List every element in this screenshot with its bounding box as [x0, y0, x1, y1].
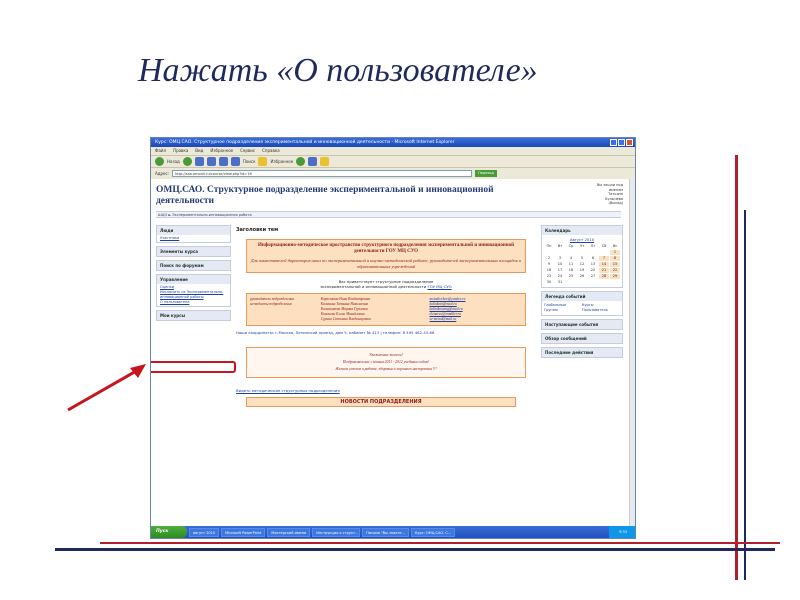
- calendar-day[interactable]: 31: [557, 280, 563, 284]
- go-button[interactable]: Переход: [475, 170, 497, 177]
- calendar-weekday: Ср: [568, 244, 574, 248]
- legend-block: [541, 291, 623, 316]
- address-bar: [151, 168, 635, 178]
- calendar-day[interactable]: 4: [569, 256, 573, 260]
- messages-block: [541, 333, 623, 344]
- window-title: Курс: ОМЦ.САО. Структурное подразделение экспериментальной и инновационной деятельности - Microsoft Internet Explorer: [155, 140, 455, 145]
- address-info: Наши координаты: г.Москва, Ленинский проезд, дом 5, кабинет № 413 | телефон: 8 495 462-43-68: [236, 330, 435, 335]
- calendar-day[interactable]: 6: [591, 256, 595, 260]
- address-input[interactable]: http://sao.omcoit.ru/course/view.php?id=16: [172, 170, 472, 177]
- calendar-day[interactable]: 8: [610, 256, 620, 261]
- my-courses-block: [156, 310, 231, 321]
- taskbar: [151, 526, 636, 538]
- block-title: Мои курсы: [157, 311, 230, 320]
- calendar-day[interactable]: 14: [599, 262, 609, 267]
- org-link[interactable]: ГОУ МЦ СУО: [427, 284, 452, 289]
- calendar-day: [599, 250, 609, 255]
- info-subtitle: Для заместителей директоров школ по экспериментальной и научно-методической работе, руководителей экспериментальных площадок и образовательных учреждений: [250, 258, 522, 269]
- contact-email[interactable]: elenaeco@rambler.ru: [429, 312, 461, 316]
- calendar-day[interactable]: 2: [547, 256, 551, 260]
- media-icon[interactable]: [296, 157, 305, 166]
- people-block: [156, 225, 231, 243]
- calendar-day[interactable]: 16: [546, 268, 552, 272]
- calendar-grid: [542, 242, 622, 287]
- congrats-line: Уважаемые коллеги!: [369, 353, 403, 357]
- calendar-day[interactable]: 29: [610, 274, 620, 279]
- block-title: Календарь: [542, 226, 622, 235]
- menu-item-tools[interactable]: Сервис: [240, 148, 256, 153]
- clock: 9:33: [609, 526, 636, 538]
- topics-heading: Заголовки тем: [236, 227, 279, 233]
- center-column: [236, 225, 536, 407]
- news-heading: НОВОСТИ ПОДРАЗДЕЛЕНИЯ: [246, 397, 516, 407]
- page-scrollbar[interactable]: [629, 179, 635, 527]
- role-head: руководитель подразделения: [250, 297, 294, 301]
- forum-search-block: [156, 260, 231, 271]
- calendar-day[interactable]: 19: [579, 268, 585, 272]
- highlight-box: [150, 361, 236, 373]
- calendar-day[interactable]: 24: [557, 274, 563, 278]
- calendar-day[interactable]: 18: [568, 268, 574, 272]
- congrats-line: Поздравляем вас с новым 2011 - 2012 учебным годом!: [342, 360, 430, 364]
- calendar-day[interactable]: 12: [579, 262, 585, 266]
- web-page: [151, 179, 631, 527]
- calendar-weekday: Чт: [579, 244, 585, 248]
- calendar-month[interactable]: Август 2010: [569, 237, 595, 242]
- calendar-day[interactable]: 28: [599, 274, 609, 279]
- favorites-icon[interactable]: [258, 157, 267, 166]
- calendar-day[interactable]: 7: [599, 256, 609, 261]
- minimize-button[interactable]: [610, 139, 617, 146]
- legend-global[interactable]: Глобальные: [544, 303, 567, 307]
- block-title: Поиск по форумам: [157, 261, 230, 270]
- calendar-day: [599, 280, 609, 285]
- contact-name: Калинникова Марина Гурьевна: [320, 307, 368, 311]
- calendar-day[interactable]: 30: [546, 280, 552, 284]
- calendar-day: [544, 250, 554, 255]
- block-title: Легенда событий: [542, 292, 622, 301]
- search-icon[interactable]: [231, 157, 240, 166]
- decorative-line-blue-vertical: [744, 210, 746, 580]
- calendar-day[interactable]: 22: [610, 268, 620, 273]
- taskbar-item[interactable]: Microsoft PowerPoint: [221, 528, 265, 537]
- welcome-line-1: Вас приветствует структурное подразделение: [338, 279, 434, 284]
- login-info[interactable]: Вы зашли под именем Татьяна Булычёва (Выход): [597, 183, 623, 205]
- refresh-icon[interactable]: [207, 157, 216, 166]
- calendar-day[interactable]: 9: [547, 262, 551, 266]
- calendar-day[interactable]: 3: [558, 256, 562, 260]
- calendar-day[interactable]: 11: [568, 262, 574, 266]
- site-title: ОМЦ.САО. Структурное подразделение экспериментальной и инновационной деятельности: [156, 185, 494, 206]
- taskbar-item[interactable]: Мастерский имени: [267, 528, 310, 537]
- contact-email[interactable]: sv-metod@mail.ru: [429, 317, 457, 321]
- legend-user[interactable]: Пользователь: [582, 308, 608, 312]
- grades-link[interactable]: Оценки: [160, 285, 174, 289]
- calendar-block: [541, 225, 623, 288]
- print-icon[interactable]: [320, 157, 329, 166]
- participants-link[interactable]: Участники: [160, 236, 180, 240]
- profile-link[interactable]: О пользователе: [160, 300, 190, 304]
- course-elements-block: [156, 246, 231, 257]
- calendar-day: [610, 280, 620, 285]
- back-label[interactable]: Назад: [167, 159, 180, 164]
- video-link[interactable]: Видеть методические структурных подразделения: [236, 388, 340, 393]
- contact-email[interactable]: kalinkotn@mail.ru: [429, 302, 457, 306]
- calendar-day: [566, 250, 576, 255]
- contact-name: Корпенкова Нина Владимировна: [320, 297, 371, 301]
- mail-icon[interactable]: [308, 157, 317, 166]
- calendar-day[interactable]: 1: [610, 250, 620, 255]
- calendar-day[interactable]: 25: [568, 274, 574, 278]
- calendar-day: [588, 250, 598, 255]
- contact-name: Кононова Елена Михайловна: [320, 312, 365, 316]
- close-button[interactable]: [626, 139, 633, 146]
- info-banner: [246, 239, 526, 273]
- contact-email[interactable]: kalinikovamg@mail.ru: [429, 307, 463, 311]
- calendar-day[interactable]: 23: [546, 274, 552, 278]
- role-methodists: методисты подразделения: [250, 302, 292, 306]
- block-title: Люди: [157, 226, 230, 235]
- calendar-day: [577, 280, 587, 285]
- contact-name: Сурина Светлана Владимировна: [320, 317, 371, 321]
- congratulations-box: [246, 347, 526, 378]
- calendar-day[interactable]: 27: [590, 274, 596, 278]
- home-icon[interactable]: [219, 157, 228, 166]
- calendar-weekday: Вс: [612, 244, 618, 248]
- taskbar-item[interactable]: Инструкция о структ...: [312, 528, 360, 537]
- calendar-day[interactable]: 13: [590, 262, 596, 266]
- left-column: [156, 225, 231, 324]
- recent-activity-block: [541, 347, 623, 358]
- toolbar: [151, 155, 635, 168]
- contact-name: Калинина Татьяна Николаевна: [320, 302, 369, 306]
- menu-item-favorites[interactable]: Избранное: [210, 148, 234, 153]
- calendar-weekday: Пт: [590, 244, 596, 248]
- welcome-text: [236, 279, 536, 289]
- contacts-table: [246, 293, 526, 326]
- start-button[interactable]: Пуск: [151, 526, 187, 538]
- decorative-line-red-horizontal: [100, 542, 780, 544]
- administration-block: [156, 274, 231, 307]
- calendar-weekday: Вт: [557, 244, 563, 248]
- unenrol-link[interactable]: Исключить из Экспериментально-инновационной работы: [160, 290, 224, 299]
- congrats-line: Желаем успехов в работе, здоровья и хорошего настроения !!!: [335, 367, 437, 371]
- calendar-weekday: Пн: [546, 244, 552, 248]
- slide-title: Нажать «О пользователе»: [138, 52, 538, 89]
- calendar-day[interactable]: 26: [579, 274, 585, 278]
- calendar-day[interactable]: 10: [557, 262, 563, 266]
- decorative-line-red-vertical: [735, 155, 738, 580]
- info-title: Информационно-методическое пространство структурного подразделения экспериментальной и инновационной деятельности ГОУ МЦ СУО: [258, 243, 514, 254]
- block-title: Последние действия: [542, 348, 622, 357]
- calendar-day: [588, 280, 598, 285]
- menu-item-file[interactable]: Файл: [155, 148, 167, 153]
- block-title: Элементы курса: [157, 247, 230, 256]
- browser-screenshot: [150, 137, 636, 539]
- welcome-line-2: экспериментальной и инновационной деятельности: [320, 284, 427, 289]
- address-label: Адрес:: [155, 170, 170, 176]
- calendar-day[interactable]: 15: [610, 262, 620, 267]
- taskbar-item[interactable]: Курс: ОМЦ.САО. С...: [411, 528, 455, 537]
- calendar-day[interactable]: 20: [590, 268, 596, 272]
- maximize-button[interactable]: [618, 139, 625, 146]
- calendar-day[interactable]: 21: [599, 268, 609, 273]
- back-icon[interactable]: [155, 157, 164, 166]
- right-column: [541, 225, 623, 361]
- taskbar-item[interactable]: Письма "Вы знаете...: [362, 528, 409, 537]
- taskbar-item[interactable]: август 2010: [189, 528, 219, 537]
- forward-icon[interactable]: [183, 157, 192, 166]
- stop-icon[interactable]: [195, 157, 204, 166]
- block-title: Наступающие события: [542, 320, 622, 329]
- block-title: Обзор сообщений: [542, 334, 622, 343]
- breadcrumb[interactable]: ШЦО ► Экспериментально-инновационная работа: [156, 211, 621, 218]
- decorative-line-blue-horizontal: [55, 548, 775, 551]
- window-titlebar: [151, 138, 635, 147]
- legend-course[interactable]: Курсы: [582, 303, 594, 307]
- block-title: Управление: [157, 275, 230, 284]
- calendar-day: [555, 250, 565, 255]
- calendar-day: [566, 280, 576, 285]
- calendar-day[interactable]: 17: [557, 268, 563, 272]
- calendar-day: [577, 250, 587, 255]
- favorites-label[interactable]: Избранное: [270, 159, 294, 164]
- legend-group[interactable]: Группы: [544, 308, 558, 312]
- menu-item-view[interactable]: Вид: [195, 148, 204, 153]
- calendar-weekday: Сб: [601, 244, 607, 248]
- menu-item-help[interactable]: Справка: [262, 148, 280, 153]
- search-label[interactable]: Поиск: [242, 159, 256, 164]
- upcoming-events-block: [541, 319, 623, 330]
- calendar-day[interactable]: 5: [580, 256, 584, 260]
- contact-email[interactable]: metodist-kov@yandex.ru: [429, 297, 466, 301]
- menu-item-edit[interactable]: Правка: [173, 148, 189, 153]
- menu-bar: [151, 147, 635, 155]
